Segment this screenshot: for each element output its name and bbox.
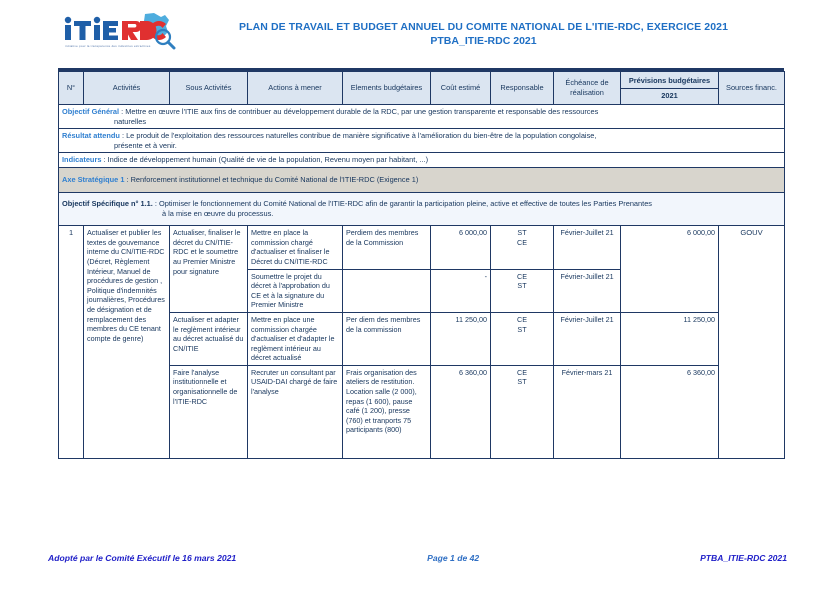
ptba-table-container xyxy=(58,68,784,459)
cell-prevision-3: 11 250,00 xyxy=(621,312,719,365)
responsable-line-2: ST xyxy=(517,377,527,387)
col-header-responsable: Responsable xyxy=(491,72,554,105)
cell-responsable-1 xyxy=(491,226,554,269)
cell-sources-financ: GOUV xyxy=(719,226,785,459)
footer-page-number: Page 1 de 42 xyxy=(427,553,480,563)
band-cell-indicateurs xyxy=(59,153,785,168)
document-title xyxy=(187,12,835,48)
logo-tagline: initiative pour la transparence des industries extractives xyxy=(65,44,151,48)
col-header-previsions-year: 2021 xyxy=(661,91,678,100)
responsable-line-2: ST xyxy=(517,324,527,334)
col-header-n: N° xyxy=(59,72,84,105)
band-row-indicateurs xyxy=(59,153,785,168)
col-header-previsions: Prévisions budgétaires xyxy=(621,74,718,89)
cell-sous-activite-1: Actualiser, finaliser le décret du CN/ITIE-RDC et le soumettre au Premier Ministre pour signature xyxy=(170,226,248,313)
col-header-previsions-group xyxy=(621,72,719,105)
band-text-indicateurs: : Indice de développement humain (Qualité de vie de la population, Revenu moyen par habitant, ...) xyxy=(101,155,429,165)
band-cell-resultat-attendu xyxy=(59,129,785,153)
cell-responsable-3 xyxy=(491,312,554,365)
responsable-line-2: CE xyxy=(517,237,527,247)
band-text2-objectif-specifique: à la mise en œuvre du processus. xyxy=(162,208,274,218)
band-row-objectif-specifique xyxy=(59,192,785,225)
col-header-sources: Sources financ. xyxy=(719,72,785,105)
page-title-line-1: PLAN DE TRAVAIL ET BUDGET ANNUEL DU COMITE NATIONAL DE L'ITIE-RDC, EXERCICE 2021 xyxy=(238,21,729,33)
cell-elements-1: Perdiem des membres de la Commission xyxy=(343,226,431,269)
band-row-resultat-attendu xyxy=(59,129,785,153)
responsable-line-1: CE xyxy=(517,271,527,281)
col-header-actions: Actions à mener xyxy=(248,72,343,105)
band-text-axe-strategique: : Renforcement institutionnel et technique du Comité National de l'ITIE-RDC (Exigence 1) xyxy=(124,175,419,185)
col-header-activites: Activités xyxy=(84,72,170,105)
footer-document-ref: PTBA_ITIE-RDC 2021 xyxy=(700,553,787,563)
cell-action-1: Mettre en place la commission chargé d'actualiser et finaliser le Décret du CN/ITIE-RDC xyxy=(248,226,343,269)
band-cell-axe-strategique xyxy=(59,167,785,192)
cell-elements-2 xyxy=(343,269,431,312)
cell-elements-3: Per diem des membres de la commission xyxy=(343,312,431,365)
band-text2-objectif-general: naturelles xyxy=(114,116,147,126)
cell-cout-2: - xyxy=(431,269,491,312)
band-text-resultat-attendu: : Le produit de l'exploitation des ressources naturelles contribue de manière significative à l'amélioration du bien-être de la population congolaise, xyxy=(119,131,597,141)
table-header-row xyxy=(59,72,785,105)
cell-elements-4: Frais organisation des ateliers de restitution. Location salle (2 000), repas (1 600), pause café (1 200), presse (760) et tranports 75 participants (800) xyxy=(343,365,431,458)
cell-prevision-1: 6 000,00 xyxy=(621,226,719,313)
cell-cout-4: 6 360,00 xyxy=(431,365,491,458)
band-key-axe-strategique: Axe Stratégique 1 xyxy=(62,175,125,185)
band-text-objectif-general: : Mettre en œuvre l'ITIE aux fins de contribuer au développement durable de la RDC, par une gestion transparente et responsable des ressources xyxy=(119,107,599,116)
ptba-table xyxy=(58,71,785,459)
page-footer xyxy=(0,553,835,563)
cell-sous-activite-4: Faire l'analyse institutionnelle et organisationnelle de l'ITIE-RDC xyxy=(170,365,248,458)
col-header-cout: Coût estimé xyxy=(431,72,491,105)
responsable-line-1: ST xyxy=(517,228,527,238)
footer-adoption-note: Adopté par le Comité Exécutif le 16 mars 2021 xyxy=(48,553,237,563)
page-header xyxy=(0,0,835,52)
band-key-objectif-general: Objectif Général xyxy=(62,107,120,116)
band-key-objectif-specifique: Objectif Spécifique n° 1.1. xyxy=(62,198,153,208)
col-header-sous-activites: Sous Activités xyxy=(170,72,248,105)
cell-cout-3: 11 250,00 xyxy=(431,312,491,365)
cell-prevision-4: 6 360,00 xyxy=(621,365,719,458)
cell-echeance-4: Février-mars 21 xyxy=(554,365,621,458)
band-key-indicateurs: Indicateurs xyxy=(62,155,102,165)
page-title-line-2: PTBA_ITIE-RDC 2021 xyxy=(430,35,537,47)
col-header-elements: Elements budgétaires xyxy=(343,72,431,105)
band-cell-objectif-specifique xyxy=(59,192,785,225)
responsable-line-2: ST xyxy=(517,281,527,291)
cell-cout-1: 6 000,00 xyxy=(431,226,491,269)
cell-activity-title: Actualiser et publier les textes de gouvemance interne du CN/ITIE-RDC (Décret, Règlement Intérieur, Manuel de procédures de gestion , Politique d'indemnités journalières, Procédures de désignation et de remplacement des membres du CE tenant compte de genre) xyxy=(84,226,170,459)
cell-echeance-1: Février-Juillet 21 xyxy=(554,226,621,269)
band-row-objectif-general xyxy=(59,105,785,129)
cell-sous-activite-3: Actualiser et adapter le reglèment intérieur au décret actualisé du CN/ITIE xyxy=(170,312,248,365)
cell-action-4: Recruter un consultant par USAID-DAI chargé de faire l'analyse xyxy=(248,365,343,458)
cell-echeance-3: Février-Juillet 21 xyxy=(554,312,621,365)
cell-activity-number: 1 xyxy=(59,226,84,459)
itie-rdc-logo xyxy=(62,12,187,48)
band-row-axe-strategique xyxy=(59,167,785,192)
band-key-resultat-attendu: Résultat attendu xyxy=(62,131,120,141)
cell-echeance-2: Février-Juillet 21 xyxy=(554,269,621,312)
col-header-echeance: Échéance de réalisation xyxy=(554,72,621,105)
cell-responsable-2 xyxy=(491,269,554,312)
band-cell-objectif-general xyxy=(59,105,785,129)
band-text2-resultat-attendu: présente et à venir. xyxy=(114,140,177,150)
responsable-line-1: CE xyxy=(517,314,527,324)
cell-action-3: Mettre en place une commission chargée d'actualiser et d'adapter le reglèment intérieur au décret actualisé xyxy=(248,312,343,365)
band-text-objectif-specifique: : Optimiser le fonctionnement du Comité National de l'ITIE-RDC afin de garantir la participation pleine, active et effective de toutes les Parties Prenantes xyxy=(152,198,653,208)
cell-responsable-4 xyxy=(491,365,554,458)
table-row xyxy=(59,226,785,269)
responsable-line-1: CE xyxy=(517,367,527,377)
cell-action-2: Soumettre le projet du décret à l'approbation du CE et à la signature du Premier Ministre xyxy=(248,269,343,312)
